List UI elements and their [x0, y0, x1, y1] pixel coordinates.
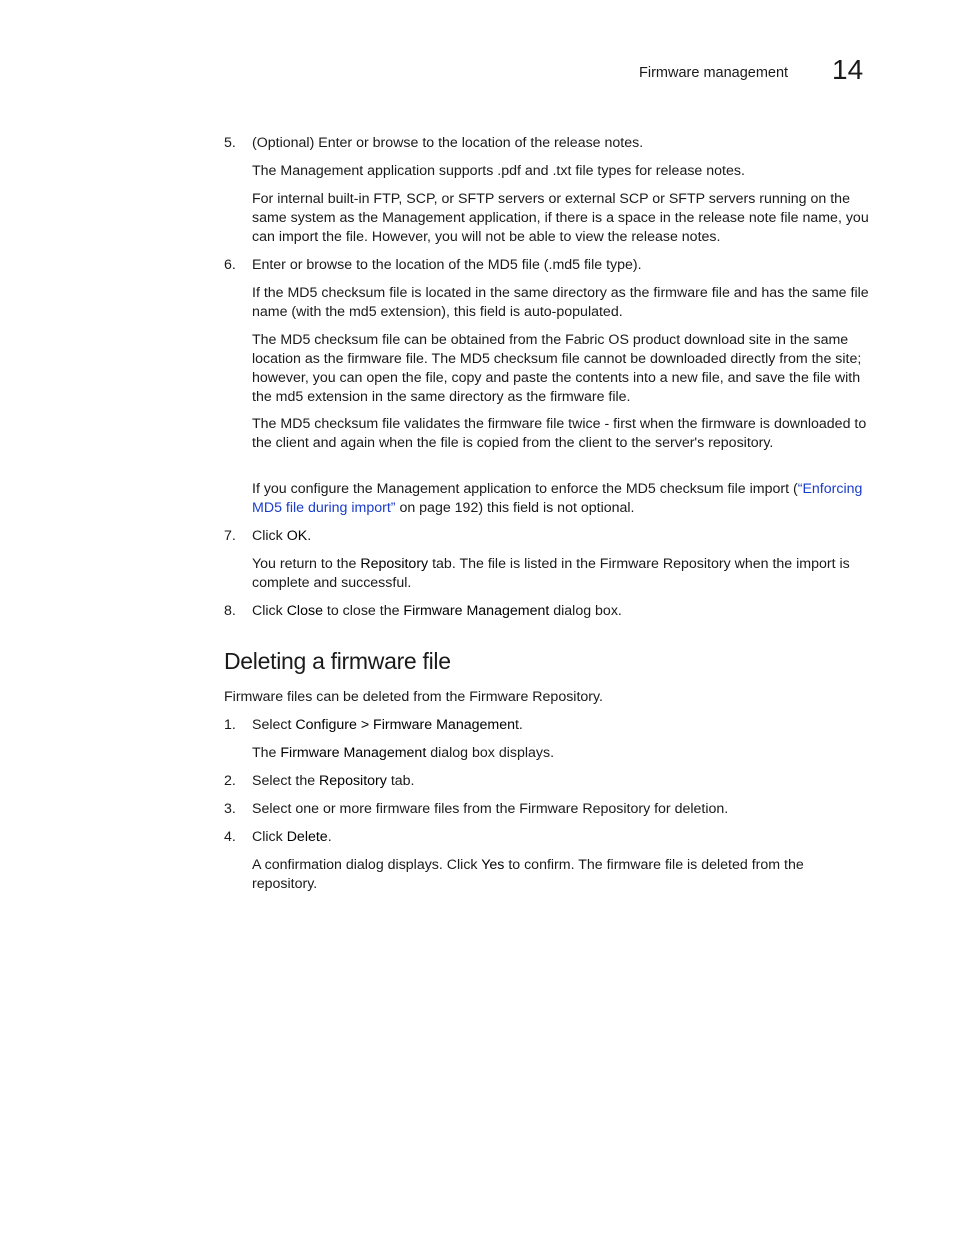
text: Click [252, 603, 287, 619]
ui-term: Yes [481, 857, 505, 873]
text: A confirmation dialog displays. Click [252, 857, 482, 873]
step-note [252, 480, 872, 518]
text: dialog box displays. [426, 745, 555, 761]
step-number: 2. [224, 773, 236, 789]
text: . [307, 528, 312, 544]
step-note: If the MD5 checksum file is located in the same directory as the firmware file and has the same file name (with the md5 extension), this field is auto-populated. [252, 285, 869, 320]
note-text: If you configure the Management application to enforce the MD5 checksum file import ( [252, 481, 798, 497]
ui-term: Delete [286, 829, 328, 845]
step-number: 4. [224, 829, 236, 845]
note-text: on page 192) this field is not optional. [395, 500, 635, 516]
step-note: For internal built-in FTP, SCP, or SFTP servers or external SCP or SFTP servers running on the same system as the Management application, if there is a space in the release note file name, you can import the file. However, you will not be able to view the release notes. [252, 191, 869, 245]
text: . [327, 829, 332, 845]
chapter-number: 14 [832, 54, 864, 85]
ui-term: OK [286, 528, 308, 544]
section-heading: Deleting a firmware file [224, 648, 451, 674]
text: tab. The file is listed in the Firmware Repository when the import is complete and successful. [252, 556, 850, 591]
text: Click [252, 829, 287, 845]
ui-term: Firmware Management [403, 603, 550, 619]
step-note [252, 555, 872, 593]
running-header-title: Firmware management [639, 65, 789, 81]
step-note: The MD5 checksum file can be obtained from the Fabric OS product download site in the same location as the firmware file. The MD5 checksum file cannot be downloaded directly from the site; however, you can open the file, copy and paste the contents into a new file, and save the file with the md5 extension in the same directory as the firmware file. [252, 332, 862, 405]
step-text: Select one or more firmware files from the Firmware Repository for deletion. [252, 801, 729, 817]
step-text [252, 828, 872, 847]
text: Select the [252, 773, 320, 789]
step-text [252, 772, 872, 791]
ui-term: Configure > Firmware Managemen [295, 717, 515, 733]
ui-term: Firmware Management [280, 745, 427, 761]
text: The [252, 745, 281, 761]
step-number: 1. [224, 717, 236, 733]
step-text [252, 602, 872, 621]
step-text: Enter or browse to the location of the MD5 file (.md5 file type). [252, 257, 642, 273]
step-number: 5. [224, 135, 236, 151]
step-text [252, 716, 872, 735]
ui-term: Repository [319, 773, 387, 789]
text: tab. [386, 773, 415, 789]
ui-term: Repository [360, 556, 429, 572]
text: Select [252, 717, 296, 733]
step-text: (Optional) Enter or browse to the location of the release notes. [252, 135, 644, 151]
text: Click [252, 528, 287, 544]
text: You return to the [252, 556, 361, 572]
step-note [252, 744, 872, 763]
text: t. [514, 717, 523, 733]
step-text [252, 527, 872, 546]
step-note [252, 856, 872, 894]
step-number: 8. [224, 603, 236, 619]
section-intro: Firmware files can be deleted from the Firmware Repository. [224, 689, 603, 705]
text: to confirm. The firmware file is deleted from the repository. [252, 857, 804, 892]
step-number: 3. [224, 801, 236, 817]
text: to close the [322, 603, 404, 619]
text: dialog box. [549, 603, 622, 619]
ui-term: Close [286, 603, 323, 619]
step-number: 6. [224, 257, 236, 273]
step-number: 7. [224, 528, 236, 544]
step-note: The Management application supports .pdf and .txt file types for release notes. [252, 163, 745, 179]
cross-reference-link[interactable]: “Enforcing MD5 file during import” [252, 481, 863, 516]
step-note: The MD5 checksum file validates the firmware file twice - first when the firmware is downloaded to the client and again when the file is copied from the client to the server's repository. [252, 416, 867, 451]
